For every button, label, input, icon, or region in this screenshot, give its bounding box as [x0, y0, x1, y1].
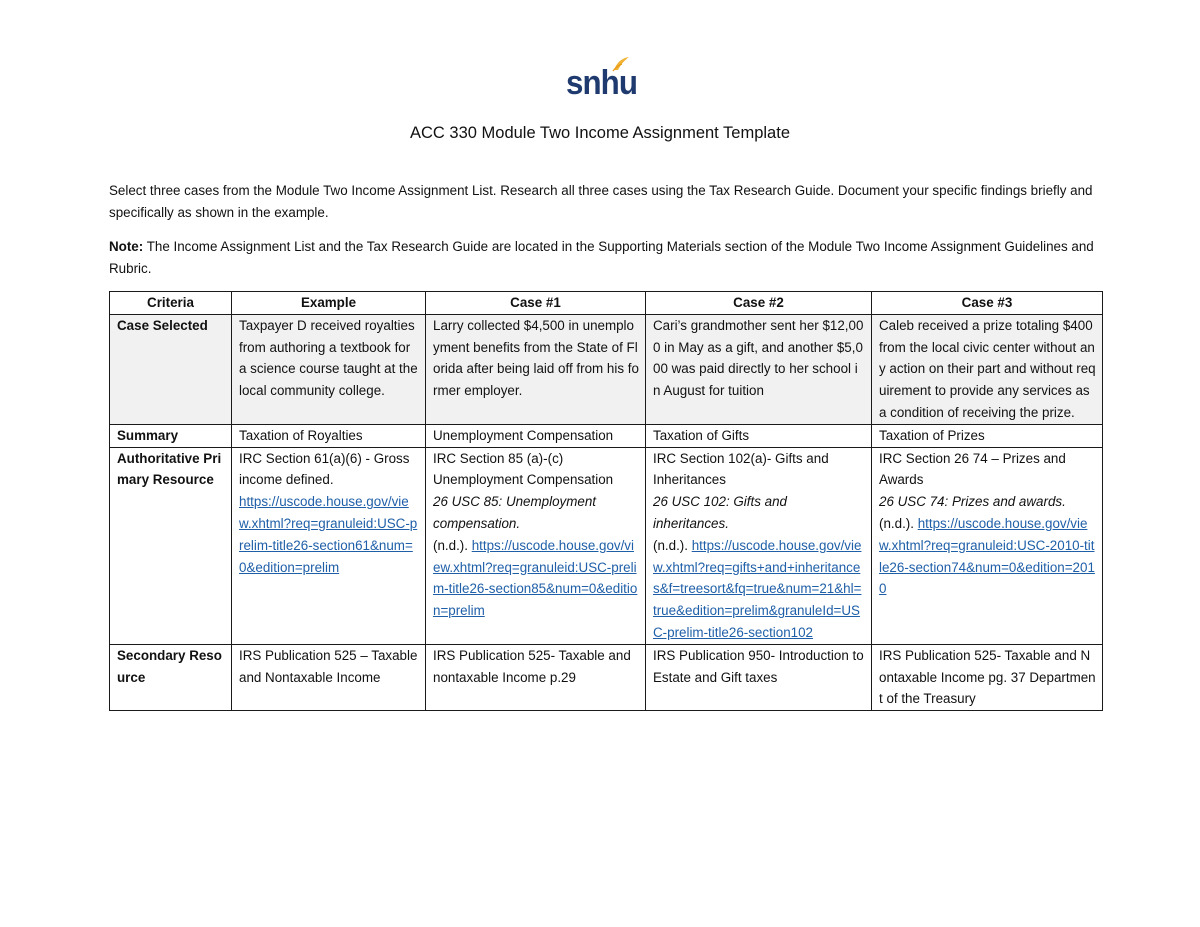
row-label-summary: Summary: [110, 424, 232, 447]
cell-example-summary: Taxation of Royalties: [232, 424, 426, 447]
cell-example-secondary: IRS Publication 525 – Taxable and Nontaxable Income: [232, 644, 426, 710]
case3-primary-text: IRC Section 26 74 – Prizes and Awards: [879, 450, 1066, 488]
example-primary-text: IRC Section 61(a)(6) - Gross income defined.: [239, 450, 410, 488]
case1-primary-link[interactable]: https://uscode.house.gov/view.xhtml?req=granuleid:USC-prelim-title26-section85&num=0&edition=prelim: [433, 537, 638, 619]
case2-primary-text: IRC Section 102(a)- Gifts and Inheritances: [653, 450, 829, 488]
case3-primary-link[interactable]: https://uscode.house.gov/view.xhtml?req=granuleid:USC-2010-title26-section74&num=0&edition=2010: [879, 515, 1095, 597]
case2-primary-nd: (n.d.).: [653, 537, 692, 553]
page-title: ACC 330 Module Two Income Assignment Template: [409, 124, 790, 142]
note-label: Note:: [109, 239, 144, 254]
case3-primary-cite: 26 USC 74: Prizes and awards.: [879, 494, 1066, 510]
table-row-summary: [110, 424, 1103, 447]
table-header-row: [110, 292, 1103, 315]
cell-case1-summary: Unemployment Compensation: [426, 424, 646, 447]
case2-primary-link[interactable]: https://uscode.house.gov/view.xhtml?req=gifts+and+inheritances&f=treesort&fq=true&num=21&hl=true&edition=prelim&granuleId=USC-prelim-title26-section102: [653, 537, 862, 640]
cell-case1-secondary: IRS Publication 525- Taxable and nontaxable Income p.29: [426, 644, 646, 710]
assignment-table: [109, 291, 1103, 711]
row-label-case-selected: Case Selected: [110, 314, 232, 424]
row-label-primary: Authoritative Primary Resource: [110, 447, 232, 644]
header-example: Example: [232, 292, 426, 315]
cell-case2-primary: [646, 447, 872, 644]
header-case-1: Case #1: [426, 292, 646, 315]
case3-primary-nd: (n.d.).: [879, 515, 918, 531]
snhu-logo: [566, 56, 636, 102]
cell-case3-case: Caleb received a prize totaling $400 from the local civic center without any action on their part and without requirement to provide any services as a condition of receiving the prize.: [872, 314, 1103, 424]
cell-example-case: Taxpayer D received royalties from authoring a textbook for a science course taught at the local community college.: [232, 314, 426, 424]
cell-case2-secondary: IRS Publication 950- Introduction to Estate and Gift taxes: [646, 644, 872, 710]
example-primary-link[interactable]: https://uscode.house.gov/view.xhtml?req=granuleid:USC-prelim-title26-section61&num=0&edition=prelim: [239, 494, 418, 575]
intro-paragraph: Select three cases from the Module Two Income Assignment List. Research all three cases using the Tax Research Guide. Document your specific findings briefly and specifically as shown in the example.: [109, 183, 1093, 220]
case1-primary-cite: 26 USC 85: Unemployment compensation.: [433, 494, 596, 531]
note-text: The Income Assignment List and the Tax Research Guide are located in the Supporting Materials section of the Module Two Income Assignment Guidelines and Rubric.: [109, 239, 1094, 276]
case1-primary-nd: (n.d.).: [433, 537, 472, 553]
header-criteria: Criteria: [110, 292, 232, 315]
leaf-icon: [612, 56, 630, 72]
cell-case3-summary: Taxation of Prizes: [872, 424, 1103, 447]
header-case-3: Case #3: [872, 292, 1103, 315]
cell-case2-case: Cari’s grandmother sent her $12,000 in May as a gift, and another $5,000 was paid directly to her school in August for tuition: [646, 314, 872, 424]
cell-case1-primary: [426, 447, 646, 644]
cell-case1-case: Larry collected $4,500 in unemployment benefits from the State of Florida after being laid off from his former employer.: [426, 314, 646, 424]
row-label-secondary: Secondary Resource: [110, 644, 232, 710]
cell-case3-primary: [872, 447, 1103, 644]
logo-wordmark: snhu: [566, 64, 638, 102]
cell-case2-summary: Taxation of Gifts: [646, 424, 872, 447]
cell-example-primary: [232, 447, 426, 644]
table-row-primary-resource: [110, 447, 1103, 644]
case2-primary-cite: 26 USC 102: Gifts and inheritances.: [653, 494, 787, 531]
header-case-2: Case #2: [646, 292, 872, 315]
note-paragraph: [109, 236, 1099, 280]
table-row-case-selected: [110, 314, 1103, 424]
table-row-secondary-resource: [110, 644, 1103, 710]
case1-primary-text: IRC Section 85 (a)-(c) Unemployment Compensation: [433, 450, 614, 488]
cell-case3-secondary: IRS Publication 525- Taxable and Nontaxable Income pg. 37 Department of the Treasury: [872, 644, 1103, 710]
